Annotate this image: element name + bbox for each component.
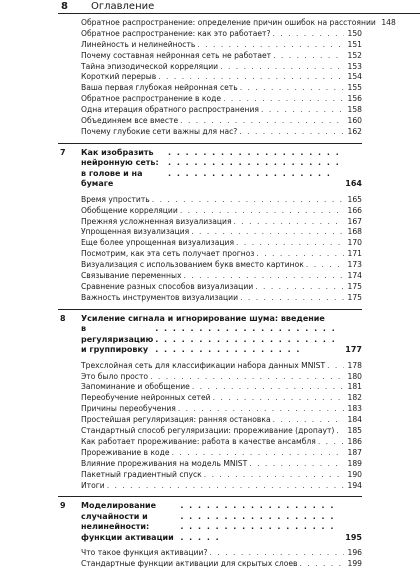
toc-entry-title: Причины переобучения: [81, 404, 176, 414]
toc-entry-page: 154: [347, 72, 362, 82]
chapter-title-line2: в регуляризацию и группировку: [81, 324, 154, 355]
chapter-number: 9: [60, 501, 66, 511]
dot-leader: [249, 459, 344, 470]
chapter-heading[interactable]: [58, 314, 362, 356]
toc-entry-page: 158: [347, 105, 362, 115]
header-rule: [58, 13, 420, 14]
running-title: Оглавление: [91, 1, 155, 12]
dot-leader: [223, 94, 344, 105]
toc-entry-title: Это было просто: [81, 371, 149, 381]
dot-leader: [180, 116, 344, 127]
toc-entry[interactable]: [58, 260, 362, 271]
toc-entry-title: Трехслойная сеть для классификации набора данных MNIST: [81, 360, 326, 370]
toc-entry-page: 148: [381, 18, 396, 27]
toc-entry-page: 152: [347, 50, 362, 60]
toc-entry-title: Прореживание в коде: [81, 447, 170, 457]
dot-leader: [197, 40, 344, 51]
toc-entry[interactable]: [58, 116, 362, 127]
toc-entry-title: Связывание переменных: [81, 271, 182, 281]
dot-leader: [327, 361, 344, 372]
toc-entry-title: Обобщение корреляции: [81, 205, 178, 215]
toc-entry[interactable]: [58, 249, 362, 260]
toc-entry-title: Стандартные функции активации для скрытых слоев: [81, 559, 298, 569]
toc-entry-page: 170: [347, 238, 362, 248]
toc-entry[interactable]: [58, 382, 362, 393]
dot-leader: [155, 324, 342, 356]
toc-entry-title: Тайна эпизодической корреляции: [81, 61, 219, 71]
toc-entry-page: 182: [347, 393, 362, 403]
dot-leader: [180, 501, 342, 543]
toc-entry-page: 180: [347, 371, 362, 381]
dot-leader: [256, 249, 344, 260]
toc-entry[interactable]: [58, 227, 362, 238]
toc-entry-page: 168: [347, 227, 362, 237]
dot-leader: [150, 372, 344, 383]
toc-entry-page: 173: [347, 260, 362, 270]
toc-entry-page: 175: [347, 281, 362, 291]
toc-entry-title: Время упростить: [81, 194, 150, 204]
toc-entry[interactable]: [58, 459, 362, 470]
dot-leader: [178, 404, 344, 415]
chapter-title: Как изобразить нейронную сеть: в голове и на бумаге: [81, 147, 159, 189]
dot-leader: [192, 382, 344, 393]
toc-entry-page: 187: [347, 447, 362, 457]
toc-entry[interactable]: [58, 51, 362, 62]
toc-entry[interactable]: [58, 94, 362, 105]
dot-leader: [273, 415, 344, 426]
toc-entry[interactable]: [58, 83, 362, 94]
dot-leader: [234, 217, 344, 228]
toc-entry[interactable]: [58, 29, 362, 40]
toc-entry-page: 178: [347, 360, 362, 370]
toc-entry-title: Переобучение нейронных сетей: [81, 393, 211, 403]
toc-entry-page: 153: [347, 61, 362, 71]
toc-entry[interactable]: [58, 361, 362, 372]
toc-entry-page: 190: [347, 469, 362, 479]
toc-entry[interactable]: [58, 404, 362, 415]
toc-entry-page: 167: [347, 216, 362, 226]
toc-entry[interactable]: [58, 393, 362, 404]
toc-entry-title: Ваша первая глубокая нейронная сеть: [81, 83, 238, 93]
toc-entry-page: 162: [347, 126, 362, 136]
toc-entry-title: Прежняя усложненная визуализация: [81, 216, 232, 226]
toc-entry[interactable]: [58, 426, 362, 437]
toc-entry-page: 183: [347, 404, 362, 414]
dot-leader: [261, 105, 344, 116]
toc-entry-title: Объединяем все вместе: [81, 116, 179, 126]
dot-leader: [272, 29, 344, 40]
chapter-title: Моделирование случайности и нелинейности: функции активации: [81, 501, 174, 542]
dot-leader: [180, 206, 344, 217]
dot-leader: [255, 282, 344, 293]
toc-entry-page: 184: [347, 415, 362, 425]
toc-entry[interactable]: [58, 470, 362, 481]
toc-entry[interactable]: [58, 372, 362, 383]
dot-leader: [300, 559, 344, 570]
toc-entry-title: Стандартный способ регуляризации: прореживание (дропаут): [81, 426, 335, 436]
page-header: [0, 0, 420, 14]
toc-entry[interactable]: [58, 481, 362, 492]
toc-entry[interactable]: [58, 40, 362, 51]
toc-entry-page: 171: [347, 249, 362, 259]
chapter-separator: [58, 496, 362, 498]
dot-leader: [158, 72, 344, 83]
dot-leader: [273, 51, 344, 62]
toc-entry[interactable]: [58, 282, 362, 293]
chapter-page: 164: [345, 179, 362, 189]
dot-leader: [213, 393, 344, 404]
toc-entry-title: Упрощенная визуализация: [81, 227, 190, 237]
toc-entry-title: Простейшая регуляризация: ранняя остановка: [81, 415, 271, 425]
toc-entry[interactable]: [58, 548, 362, 559]
dot-leader: [152, 195, 344, 206]
chapter-separator: [58, 309, 362, 311]
toc-entry-page: 174: [347, 271, 362, 281]
toc-entry[interactable]: [58, 62, 362, 73]
toc-entry-title: Обратное распространение: определение причин ошибок на расстоянии: [81, 18, 376, 27]
toc-entry[interactable]: [58, 195, 362, 206]
dot-leader: [240, 83, 344, 94]
toc-entry[interactable]: [58, 238, 362, 249]
chapter-number: 7: [60, 147, 66, 157]
toc-entry-page: 196: [347, 548, 362, 558]
toc-entry-page: 199: [347, 559, 362, 569]
chapter-entries: [58, 361, 362, 492]
toc-entry-title: Линейность и нелинейность: [81, 39, 196, 49]
toc-entry[interactable]: [58, 72, 362, 83]
toc-entry-page: 185: [347, 426, 362, 436]
dot-leader: [306, 260, 344, 271]
dot-leader: [336, 426, 344, 437]
toc-entry-title: Короткий перерыв: [81, 72, 157, 82]
toc-entry[interactable]: [58, 559, 362, 570]
chapter-number: 8: [60, 313, 66, 323]
dot-leader: [172, 448, 344, 459]
toc-entry-page: 150: [347, 28, 362, 38]
dot-leader: [191, 227, 344, 238]
toc-entry-title: Обратное распространение: как это работает?: [81, 28, 271, 38]
toc-entry[interactable]: [58, 293, 362, 304]
chapter-page: 195: [345, 532, 362, 542]
toc-entry[interactable]: [58, 206, 362, 217]
toc-entry-page: 175: [347, 292, 362, 302]
toc-entry-page: 166: [347, 205, 362, 215]
table-of-contents: [58, 18, 396, 570]
toc-entry[interactable]: [58, 415, 362, 426]
toc-entry-title: Сравнение разных способов визуализации: [81, 281, 254, 291]
toc-entry-title: Пакетный градиентный спуск: [81, 469, 202, 479]
toc-entry[interactable]: [58, 105, 362, 116]
dot-leader: [236, 238, 344, 249]
toc-entry-page: 160: [347, 116, 362, 126]
toc-entry-page: 194: [347, 480, 362, 490]
dot-leader: [183, 271, 344, 282]
toc-entry-title: Почему составная нейронная сеть не работает: [81, 50, 272, 60]
chapter-entries: [58, 548, 362, 570]
dot-leader: [239, 127, 344, 138]
toc-entry-page: 181: [347, 382, 362, 392]
toc-entry[interactable]: [58, 271, 362, 282]
toc-entry-title: Запоминание и обобщение: [81, 382, 190, 392]
toc-entry-title: Обратное распространение в коде: [81, 94, 222, 104]
dot-leader: [240, 293, 344, 304]
toc-entry-title: Что такое функция активации?: [81, 548, 208, 558]
toc-entry-title: Посмотрим, как эта сеть получает прогноз: [81, 249, 255, 259]
toc-entry-title: Одна итерация обратного распространения: [81, 105, 259, 115]
toc-entry-page: 155: [347, 83, 362, 93]
chapter-heading[interactable]: [58, 501, 362, 543]
dot-leader: [204, 470, 344, 481]
toc-entry-page: 186: [347, 436, 362, 446]
toc-entry-title: Почему глубокие сети важны для нас?: [81, 126, 238, 136]
dot-leader: [220, 62, 344, 73]
toc-entry-title: Как работает прореживание: работа в качестве ансамбля: [81, 436, 316, 446]
toc-entry-title: Влияние прореживания на модель MNIST: [81, 458, 248, 468]
toc-entry-page: 151: [347, 39, 362, 49]
toc-entry[interactable]: [58, 437, 362, 448]
chapter-separator: [58, 143, 362, 145]
toc-entry[interactable]: [58, 217, 362, 228]
dot-leader: [210, 548, 344, 559]
toc-entry-page: 165: [347, 194, 362, 204]
dot-leader: [318, 437, 344, 448]
chapter-page: 177: [345, 345, 362, 355]
chapter-title-line1: Усиление сигнала и игнорирование шума: введение: [81, 313, 325, 323]
chapter-heading[interactable]: [58, 148, 362, 190]
toc-entry-title: Важность инструментов визуализации: [81, 292, 239, 302]
page-number: 8: [61, 1, 68, 12]
section-entries: [58, 18, 396, 138]
toc-entry[interactable]: [58, 448, 362, 459]
toc-entry[interactable]: [58, 127, 362, 138]
toc-entry-page: 189: [347, 458, 362, 468]
toc-entry-title: Визуализация с использованием букв вместо картинок: [81, 260, 304, 270]
toc-entry[interactable]: [58, 18, 396, 29]
chapter-entries: [58, 195, 362, 304]
dot-leader: [168, 148, 342, 180]
toc-entry-title: Еще более упрощенная визуализация: [81, 238, 235, 248]
dot-leader: [107, 481, 344, 492]
toc-entry-page: 156: [347, 94, 362, 104]
toc-entry-title: Итоги: [81, 480, 105, 490]
